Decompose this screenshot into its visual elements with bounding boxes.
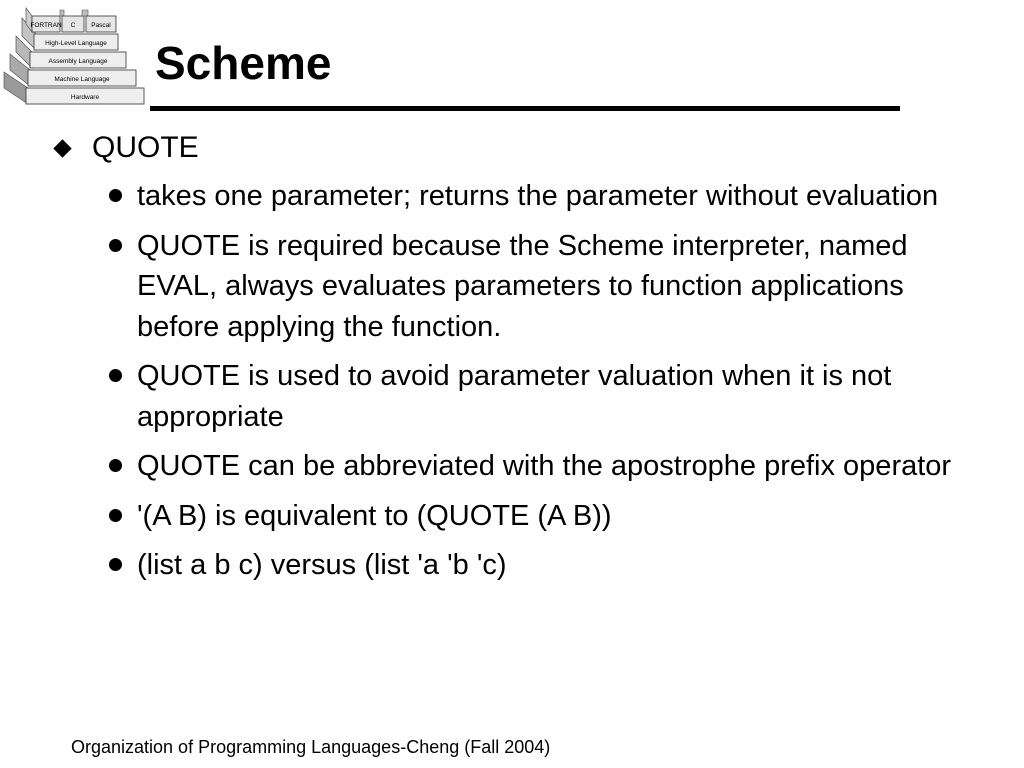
round-bullet-icon [109, 369, 122, 382]
diamond-bullet-icon [53, 139, 71, 157]
svg-text:Hardware: Hardware [70, 94, 100, 101]
sub-bullet-text: QUOTE is used to avoid parameter valuation when it is not appropriate [137, 360, 892, 433]
sub-bullet-text: QUOTE is required because the Scheme interpreter, named EVAL, always evaluates parameters to function applications before applying the function. [137, 229, 908, 343]
sub-bullet-item [137, 356, 982, 437]
high-level-language-layer [34, 34, 118, 50]
round-bullet-icon [109, 558, 122, 571]
round-bullet-icon [109, 189, 122, 202]
svg-text:Machine Language: Machine Language [54, 76, 110, 83]
sub-bullet-text: takes one parameter; returns the parameter without evaluation [137, 180, 939, 212]
round-bullet-icon [109, 459, 122, 472]
c-box [60, 10, 84, 32]
slide-title: Scheme [155, 37, 332, 89]
sub-bullet-text: (list a b c) versus (list 'a 'b 'c) [137, 549, 507, 581]
assembly-language-layer [30, 52, 126, 68]
machine-language-layer [28, 70, 136, 86]
svg-text:C: C [70, 22, 76, 29]
language-layers-diagram [2, 4, 148, 106]
pascal-box [82, 10, 116, 32]
sub-bullet-item [137, 446, 982, 487]
hardware-layer [26, 88, 144, 104]
svg-text:FORTRAN: FORTRAN [30, 22, 62, 29]
sub-bullet-text: QUOTE can be abbreviated with the apostrophe prefix operator [137, 450, 952, 482]
round-bullet-icon [109, 239, 122, 252]
sub-bullet-item [137, 176, 982, 217]
main-bullet-label: QUOTE [92, 131, 199, 164]
language-layers-logo [2, 4, 148, 106]
svg-text:Pascal: Pascal [91, 22, 111, 29]
sub-bullet-item [137, 226, 982, 348]
fortran-box [30, 16, 62, 32]
sub-bullet-list [0, 176, 1024, 595]
slide-footer: Organization of Programming Languages-Cheng (Fall 2004) [71, 737, 551, 757]
round-bullet-icon [109, 509, 122, 522]
sub-bullet-text: '(A B) is equivalent to (QUOTE (A B)) [137, 499, 612, 532]
svg-text:High-Level Language: High-Level Language [45, 40, 107, 47]
sub-bullet-item [137, 545, 982, 586]
sub-bullet-item [137, 496, 982, 537]
svg-text:Assembly Language: Assembly Language [48, 58, 108, 65]
title-underline [150, 106, 900, 111]
